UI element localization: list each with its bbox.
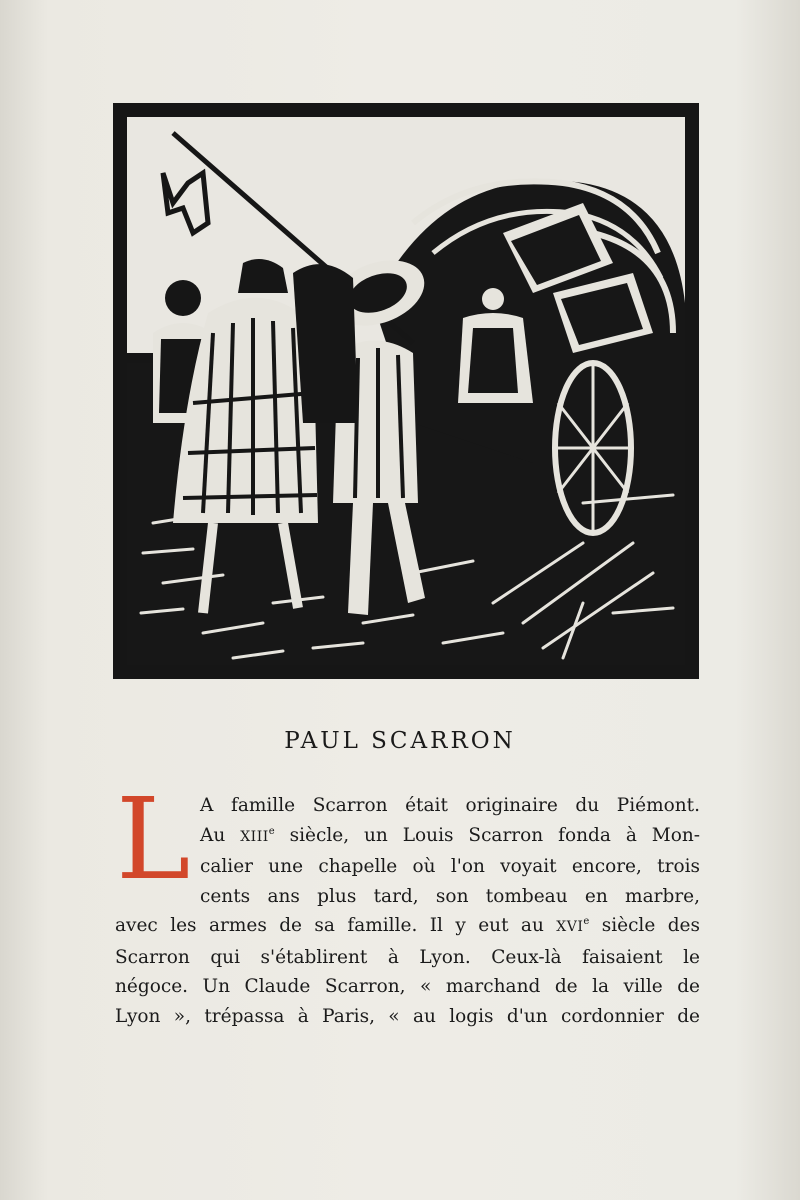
text-line: cents ans plus tard, son tombeau en marbre, xyxy=(200,885,700,907)
woodcut-illustration xyxy=(113,103,699,679)
text-line: négoce. Un Claude Scarron, « marchand de la ville de xyxy=(115,976,700,997)
text-line: Lyon », trépassa à Paris, « au logis d'un cordonnier de xyxy=(115,1005,700,1027)
body-paragraph xyxy=(115,791,700,1031)
text-line: calier une chapelle où l'on voyait encore, trois xyxy=(200,856,700,877)
text-line: A famille Scarron était originaire du Piémont. xyxy=(200,795,700,816)
chapter-title: PAUL SCARRON xyxy=(284,728,516,754)
svg-text:L: L xyxy=(116,792,191,884)
text-line: Au XIIIe siècle, un Louis Scarron fonda à Mon- xyxy=(200,824,701,846)
text-line: Scarron qui s'établirent à Lyon. Ceux-là faisaient le xyxy=(115,946,700,968)
text-line: avec les armes de sa famille. Il y eut au XVIe siècle des xyxy=(115,915,700,936)
